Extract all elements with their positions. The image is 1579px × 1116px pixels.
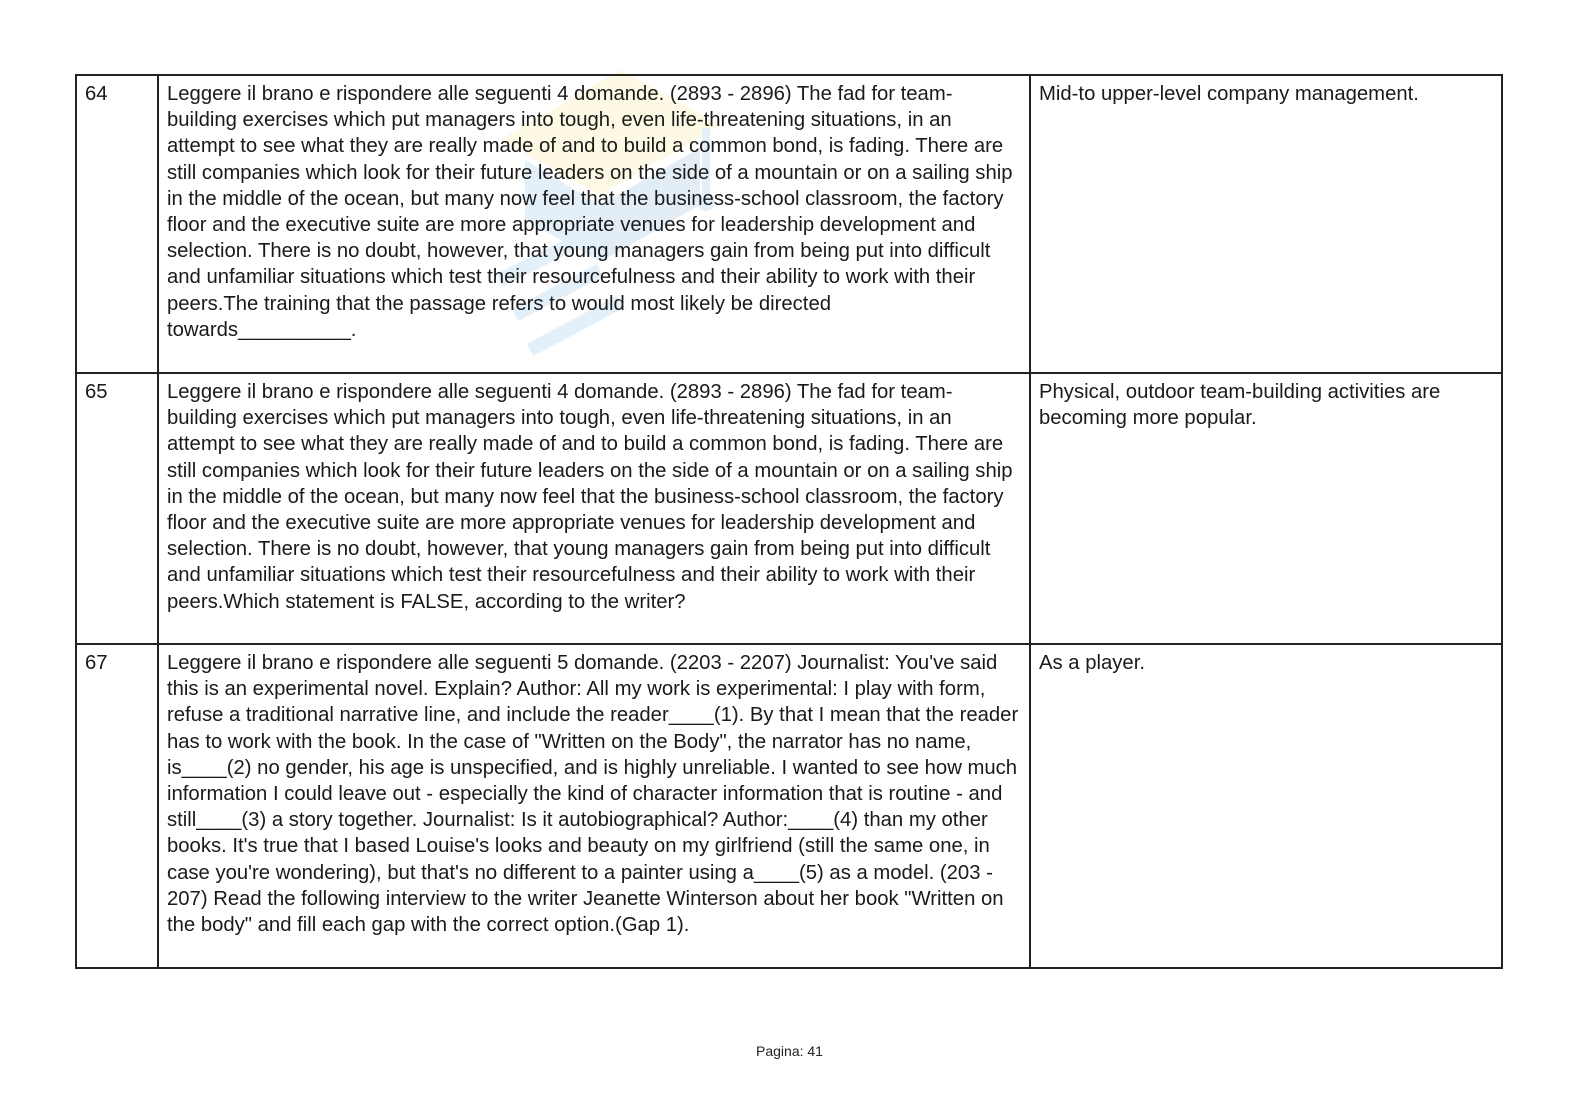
question-number: 65 [76,373,158,644]
question-text: Leggere il brano e rispondere alle seguenti 5 domande. (2203 - 2207) Journalist: You've said this is an experimental novel. Explain? Author: All my work is experimental: I play with form, refuse a traditional narrative line, and include the reader____(1). By that I mean that the reader has to work with the book. In the case of "Written on the Body", the narrator has no name, is____(2) no gender, his age is unspecified, and is highly unreliable. I wanted to see how much information I could leave out - especially the kind of character information that is routine - and still____(3) a story together. Journalist: Is it autobiographical? Author:____(4) than my other books. It's true that I based Louise's looks and beauty on my girlfriend (still the same one, in case you're wondering), but that's no different to a painter using a____(5) as a model. (203 - 207) Read the following interview to the writer Jeanette Winterson about her book "Written on the body" and fill each gap with the correct option.(Gap 1). [158,644,1030,968]
questions-table [75,74,1503,969]
question-number: 64 [76,75,158,373]
answer-text: Physical, outdoor team-building activities are becoming more popular. [1030,373,1502,644]
table-row [76,644,1502,968]
question-text: Leggere il brano e rispondere alle seguenti 4 domande. (2893 - 2896) The fad for team-building exercises which put managers into tough, even life-threatening situations, in an attempt to see what they are really made of and to build a common bond, is fading. There are still companies which look for their future leaders on the side of a mountain or on a sailing ship in the middle of the ocean, but many now feel that the business-school classroom, the factory floor and the executive suite are more appropriate venues for leadership development and selection. There is no doubt, however, that young managers gain from being put into difficult and unfamiliar situations which test their resourcefulness and their ability to work with their peers.Which statement is FALSE, according to the writer? [158,373,1030,644]
table-row [76,75,1502,373]
question-number: 67 [76,644,158,968]
question-text: Leggere il brano e rispondere alle seguenti 4 domande. (2893 - 2896) The fad for team-building exercises which put managers into tough, even life-threatening situations, in an attempt to see what they are really made of and to build a common bond, is fading. There are still companies which look for their future leaders on the side of a mountain or on a sailing ship in the middle of the ocean, but many now feel that the business-school classroom, the factory floor and the executive suite are more appropriate venues for leadership development and selection. There is no doubt, however, that young managers gain from being put into difficult and unfamiliar situations which test their resourcefulness and their ability to work with their peers.The training that the passage refers to would most likely be directed towards__________. [158,75,1030,373]
answer-text: As a player. [1030,644,1502,968]
table-row [76,373,1502,644]
answer-text: Mid-to upper-level company management. [1030,75,1502,373]
page-number: Pagina: 41 [756,1043,823,1059]
